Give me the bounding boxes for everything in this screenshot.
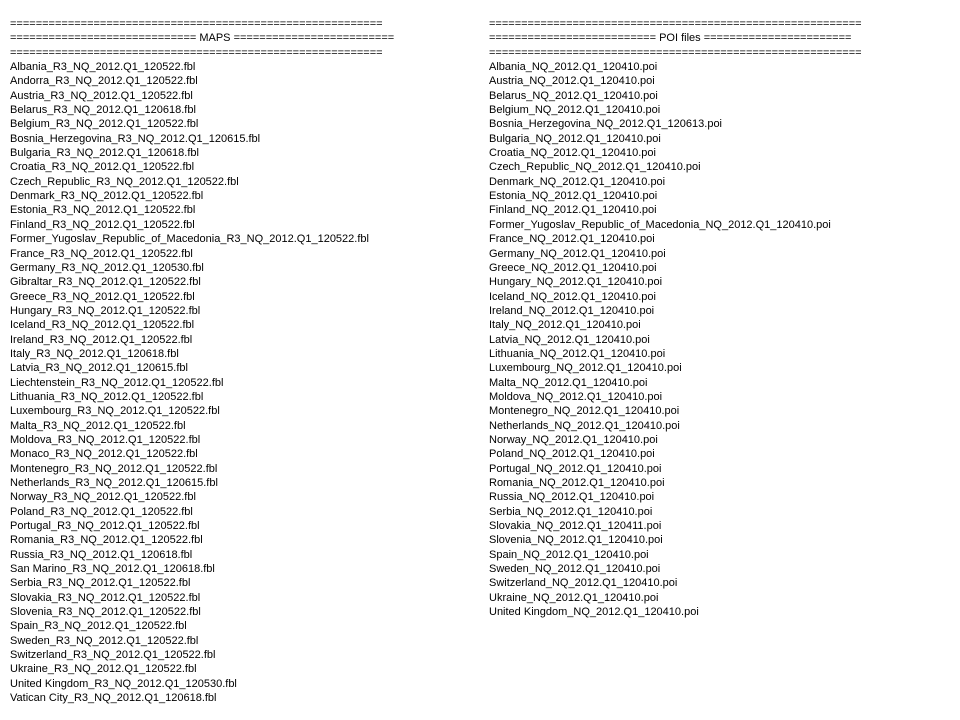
poi-file-item: Montenegro_NQ_2012.Q1_120410.poi — [489, 405, 680, 418]
map-file-item: Sweden_R3_NQ_2012.Q1_120522.fbl — [10, 634, 199, 647]
map-file-item: Ukraine_R3_NQ_2012.Q1_120522.fbl — [10, 663, 197, 676]
map-file-item: Bosnia_Herzegovina_R3_NQ_2012.Q1_120615.fbl — [10, 132, 261, 145]
poi-file-item: Serbia_NQ_2012.Q1_120410.poi — [489, 505, 653, 518]
map-file-item: San Marino_R3_NQ_2012.Q1_120618.fbl — [10, 563, 215, 576]
map-file-item: Bulgaria_R3_NQ_2012.Q1_120618.fbl — [10, 147, 199, 160]
map-file-item: Slovenia_R3_NQ_2012.Q1_120522.fbl — [10, 606, 201, 619]
poi-file-list — [489, 60, 949, 619]
map-file-item: Serbia_R3_NQ_2012.Q1_120522.fbl — [10, 577, 191, 590]
maps-file-list — [10, 60, 460, 705]
poi-file-item: Portugal_NQ_2012.Q1_120410.poi — [489, 462, 662, 475]
poi-file-item: Ireland_NQ_2012.Q1_120410.poi — [489, 304, 655, 317]
map-file-item: United Kingdom_R3_NQ_2012.Q1_120530.fbl — [10, 677, 237, 690]
poi-file-item: Moldova_NQ_2012.Q1_120410.poi — [489, 390, 663, 403]
poi-file-item: Romania_NQ_2012.Q1_120410.poi — [489, 477, 665, 489]
poi-file-item: Austria_NQ_2012.Q1_120410.poi — [489, 75, 655, 88]
poi-file-item: Norway_NQ_2012.Q1_120410.poi — [489, 433, 658, 446]
poi-file-item: Ukraine_NQ_2012.Q1_120410.poi — [489, 591, 659, 604]
poi-file-item: France_NQ_2012.Q1_120410.poi — [489, 233, 655, 246]
poi-file-item: Iceland_NQ_2012.Q1_120410.poi — [489, 290, 656, 303]
poi-file-item: Lithuania_NQ_2012.Q1_120410.poi — [489, 347, 666, 360]
map-file-item: Monaco_R3_NQ_2012.Q1_120522.fbl — [10, 448, 198, 461]
separator-line: ============================= MAPS ========================= — [10, 32, 395, 45]
map-file-item: Former_Yugoslav_Republic_of_Macedonia_R3_NQ_2012.Q1_120522.fbl — [10, 233, 369, 246]
map-file-item: Albania_R3_NQ_2012.Q1_120522.fbl — [10, 61, 196, 74]
poi-column — [489, 17, 949, 619]
map-file-item: Belgium_R3_NQ_2012.Q1_120522.fbl — [10, 118, 199, 131]
map-file-item: Hungary_R3_NQ_2012.Q1_120522.fbl — [10, 304, 201, 317]
map-file-item: Andorra_R3_NQ_2012.Q1_120522.fbl — [10, 75, 198, 88]
poi-file-item: Italy_NQ_2012.Q1_120410.poi — [489, 319, 641, 332]
poi-file-item: Croatia_NQ_2012.Q1_120410.poi — [489, 147, 656, 160]
map-file-item: Norway_R3_NQ_2012.Q1_120522.fbl — [10, 491, 196, 504]
poi-file-item: Slovakia_NQ_2012.Q1_120411.poi — [489, 520, 662, 533]
map-file-item: Italy_R3_NQ_2012.Q1_120618.fbl — [10, 347, 179, 360]
map-file-item: Liechtenstein_R3_NQ_2012.Q1_120522.fbl — [10, 376, 224, 389]
map-file-item: Montenegro_R3_NQ_2012.Q1_120522.fbl — [10, 462, 218, 475]
map-file-item: Switzerland_R3_NQ_2012.Q1_120522.fbl — [10, 649, 216, 662]
poi-file-item: Netherlands_NQ_2012.Q1_120410.poi — [489, 419, 680, 432]
map-file-item: Romania_R3_NQ_2012.Q1_120522.fbl — [10, 534, 203, 547]
poi-file-item: Sweden_NQ_2012.Q1_120410.poi — [489, 563, 661, 576]
poi-file-item: Switzerland_NQ_2012.Q1_120410.poi — [489, 577, 678, 590]
map-file-item: Poland_R3_NQ_2012.Q1_120522.fbl — [10, 505, 193, 518]
poi-file-item: Estonia_NQ_2012.Q1_120410.poi — [489, 190, 658, 203]
separator-line: ========================== POI files ======================= — [489, 32, 852, 45]
map-file-item: Spain_R3_NQ_2012.Q1_120522.fbl — [10, 620, 187, 633]
map-file-item: Malta_R3_NQ_2012.Q1_120522.fbl — [10, 419, 186, 432]
map-file-item: Netherlands_R3_NQ_2012.Q1_120615.fbl — [10, 477, 218, 489]
map-file-item: France_R3_NQ_2012.Q1_120522.fbl — [10, 247, 193, 260]
poi-header — [489, 17, 949, 60]
map-file-item: Germany_R3_NQ_2012.Q1_120530.fbl — [10, 261, 204, 274]
map-file-item: Russia_R3_NQ_2012.Q1_120618.fbl — [10, 548, 193, 561]
poi-file-item: Malta_NQ_2012.Q1_120410.poi — [489, 376, 648, 389]
map-file-item: Finland_R3_NQ_2012.Q1_120522.fbl — [10, 218, 195, 231]
poi-file-item: Greece_NQ_2012.Q1_120410.poi — [489, 261, 657, 274]
separator-line: ========================================================== — [10, 46, 383, 59]
poi-file-item: Bosnia_Herzegovina_NQ_2012.Q1_120613.poi — [489, 118, 723, 131]
poi-file-item: Finland_NQ_2012.Q1_120410.poi — [489, 204, 657, 217]
poi-file-item: Bulgaria_NQ_2012.Q1_120410.poi — [489, 132, 661, 145]
map-file-item: Denmark_R3_NQ_2012.Q1_120522.fbl — [10, 190, 204, 203]
poi-file-item: Luxembourg_NQ_2012.Q1_120410.poi — [489, 362, 682, 375]
map-file-item: Austria_R3_NQ_2012.Q1_120522.fbl — [10, 89, 193, 102]
poi-file-item: Spain_NQ_2012.Q1_120410.poi — [489, 548, 649, 561]
poi-file-item: Latvia_NQ_2012.Q1_120410.poi — [489, 333, 650, 346]
map-file-item: Vatican City_R3_NQ_2012.Q1_120618.fbl — [10, 692, 217, 705]
map-file-item: Estonia_R3_NQ_2012.Q1_120522.fbl — [10, 204, 196, 217]
poi-file-item: Albania_NQ_2012.Q1_120410.poi — [489, 61, 658, 74]
map-file-item: Lithuania_R3_NQ_2012.Q1_120522.fbl — [10, 390, 204, 403]
map-file-item: Croatia_R3_NQ_2012.Q1_120522.fbl — [10, 161, 195, 174]
poi-file-item: Czech_Republic_NQ_2012.Q1_120410.poi — [489, 161, 701, 174]
poi-file-item: Poland_NQ_2012.Q1_120410.poi — [489, 448, 655, 461]
separator-line: ========================================================== — [489, 46, 862, 59]
map-file-item: Belarus_R3_NQ_2012.Q1_120618.fbl — [10, 104, 196, 117]
poi-file-item: Hungary_NQ_2012.Q1_120410.poi — [489, 276, 663, 289]
poi-file-item: Germany_NQ_2012.Q1_120410.poi — [489, 247, 666, 260]
separator-line: ========================================================== — [489, 18, 862, 30]
map-file-item: Czech_Republic_R3_NQ_2012.Q1_120522.fbl — [10, 175, 239, 188]
map-file-item: Slovakia_R3_NQ_2012.Q1_120522.fbl — [10, 591, 201, 604]
map-file-item: Luxembourg_R3_NQ_2012.Q1_120522.fbl — [10, 405, 220, 418]
poi-file-item: Belgium_NQ_2012.Q1_120410.poi — [489, 104, 661, 117]
map-file-item: Moldova_R3_NQ_2012.Q1_120522.fbl — [10, 433, 201, 446]
maps-header — [10, 17, 460, 60]
poi-file-item: Slovenia_NQ_2012.Q1_120410.poi — [489, 534, 663, 547]
poi-file-item: United Kingdom_NQ_2012.Q1_120410.poi — [489, 606, 699, 619]
poi-file-item: Belarus_NQ_2012.Q1_120410.poi — [489, 89, 658, 102]
separator-line: ========================================================== — [10, 18, 383, 30]
map-file-item: Portugal_R3_NQ_2012.Q1_120522.fbl — [10, 520, 200, 533]
poi-file-item: Russia_NQ_2012.Q1_120410.poi — [489, 491, 655, 504]
map-file-item: Iceland_R3_NQ_2012.Q1_120522.fbl — [10, 319, 195, 332]
map-file-item: Latvia_R3_NQ_2012.Q1_120615.fbl — [10, 362, 188, 375]
poi-file-item: Denmark_NQ_2012.Q1_120410.poi — [489, 175, 666, 188]
maps-column — [10, 17, 460, 706]
map-file-item: Greece_R3_NQ_2012.Q1_120522.fbl — [10, 290, 195, 303]
map-file-item: Gibraltar_R3_NQ_2012.Q1_120522.fbl — [10, 276, 201, 289]
poi-file-item: Former_Yugoslav_Republic_of_Macedonia_NQ_2012.Q1_120410.poi — [489, 218, 831, 231]
map-file-item: Ireland_R3_NQ_2012.Q1_120522.fbl — [10, 333, 193, 346]
